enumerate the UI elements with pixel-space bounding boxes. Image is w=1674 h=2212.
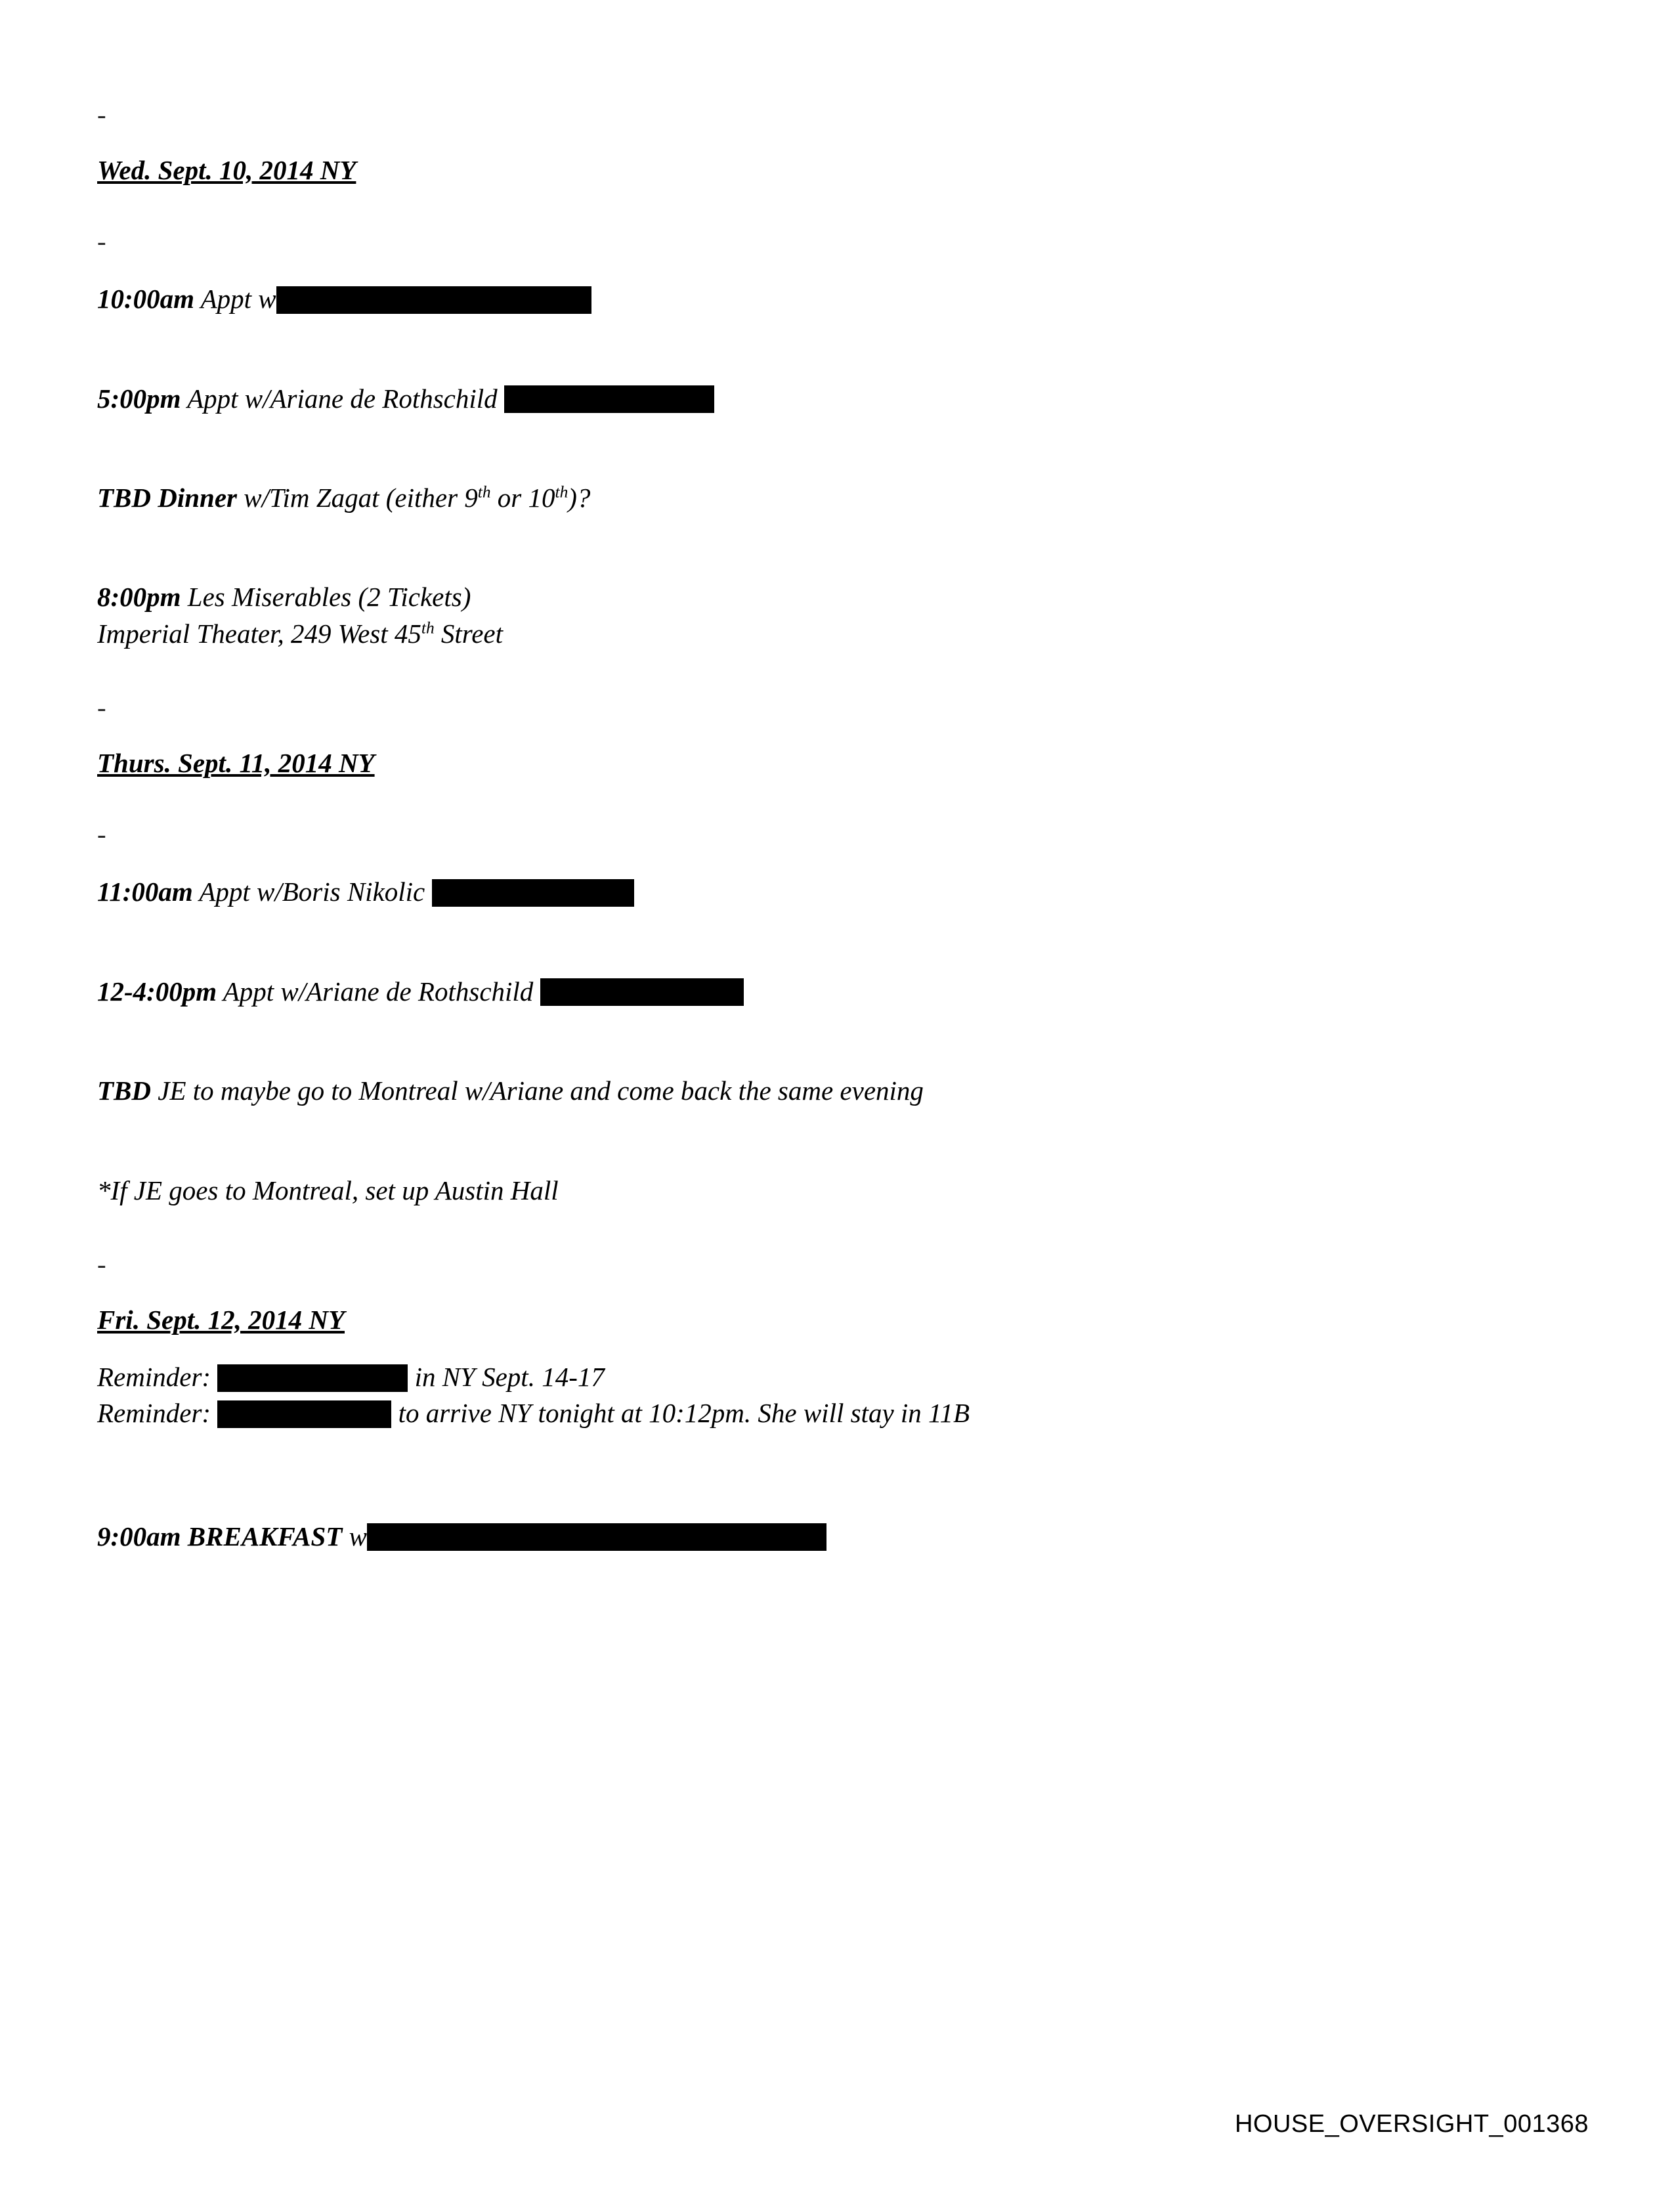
venue-address-pre: Imperial Theater, 249 West 45 — [97, 618, 421, 649]
entry-text-pre: w/Tim Zagat (either 9 — [244, 483, 478, 513]
entry-text: w — [349, 1521, 367, 1551]
redaction-bar — [540, 978, 744, 1006]
entry-text-post: )? — [568, 483, 591, 513]
redaction-bar — [367, 1523, 826, 1551]
ordinal-suffix: th — [555, 483, 569, 502]
entry-time: 11:00am — [97, 877, 193, 907]
dash-marker-5: - — [97, 1248, 106, 1279]
entry-time: 12-4:00pm — [97, 976, 217, 1007]
bates-stamp: HOUSE_OVERSIGHT_001368 — [1234, 2110, 1589, 2138]
dash-marker-1: - — [97, 99, 106, 129]
entry-text: JE to maybe go to Montreal w/Ariane and come back the same evening — [158, 1075, 924, 1106]
entry-wed-tbd-dinner — [97, 480, 1541, 516]
entry-time: 5:00pm — [97, 383, 181, 414]
entry-time: 8:00pm — [97, 582, 181, 613]
entry-thurs-tbd — [97, 1073, 1541, 1109]
day-heading-thurs: Thurs. Sept. 11, 2014 NY — [97, 748, 375, 779]
entry-fri-reminder-2 — [97, 1395, 1541, 1431]
redaction-bar — [276, 286, 591, 314]
reminder-label: Reminder: — [97, 1398, 211, 1429]
dash-marker-4: - — [97, 819, 106, 850]
entry-wed-500pm — [97, 381, 1541, 417]
entry-text: Appt w — [200, 284, 276, 314]
entry-time: TBD — [97, 1075, 151, 1106]
note-text: *If JE goes to Montreal, set up Austin Hall — [97, 1175, 559, 1205]
entry-text: Appt w/Ariane de Rothschild — [187, 383, 498, 414]
redaction-bar — [217, 1400, 391, 1428]
reminder-text: in NY Sept. 14-17 — [414, 1362, 605, 1393]
venue-address-post: Street — [434, 618, 504, 649]
ordinal-suffix: th — [421, 618, 435, 638]
entry-time: TBD Dinner — [97, 483, 238, 513]
entry-time: 9:00am BREAKFAST — [97, 1521, 343, 1551]
dash-marker-3: - — [97, 692, 106, 723]
entry-text: Appt w/Boris Nikolic — [199, 877, 425, 907]
day-heading-wed: Wed. Sept. 10, 2014 NY — [97, 155, 356, 186]
entry-fri-reminder-1 — [97, 1359, 1541, 1395]
redaction-bar — [504, 385, 714, 413]
entry-fri-breakfast — [97, 1519, 1541, 1555]
entry-thurs-1100am — [97, 874, 1541, 910]
entry-thurs-12-4pm — [97, 974, 1541, 1010]
entry-wed-800pm — [97, 579, 1541, 615]
entry-text-mid: or 10 — [490, 483, 555, 513]
entry-wed-venue — [97, 616, 1541, 652]
entry-thurs-note — [97, 1173, 1541, 1209]
entry-text: Les Miserables (2 Tickets) — [187, 582, 471, 613]
redaction-bar — [217, 1364, 408, 1392]
entry-time: 10:00am — [97, 284, 195, 314]
entry-wed-1000am — [97, 281, 1541, 317]
reminder-label: Reminder: — [97, 1362, 211, 1393]
ordinal-suffix: th — [477, 483, 491, 502]
reminder-text: to arrive NY tonight at 10:12pm. She will stay in 11B — [398, 1398, 970, 1429]
entry-text: Appt w/Ariane de Rothschild — [223, 976, 534, 1007]
document-body — [97, 98, 1541, 1555]
redaction-bar — [432, 879, 634, 907]
day-heading-fri: Fri. Sept. 12, 2014 NY — [97, 1305, 345, 1335]
dash-marker-2: - — [97, 226, 106, 257]
